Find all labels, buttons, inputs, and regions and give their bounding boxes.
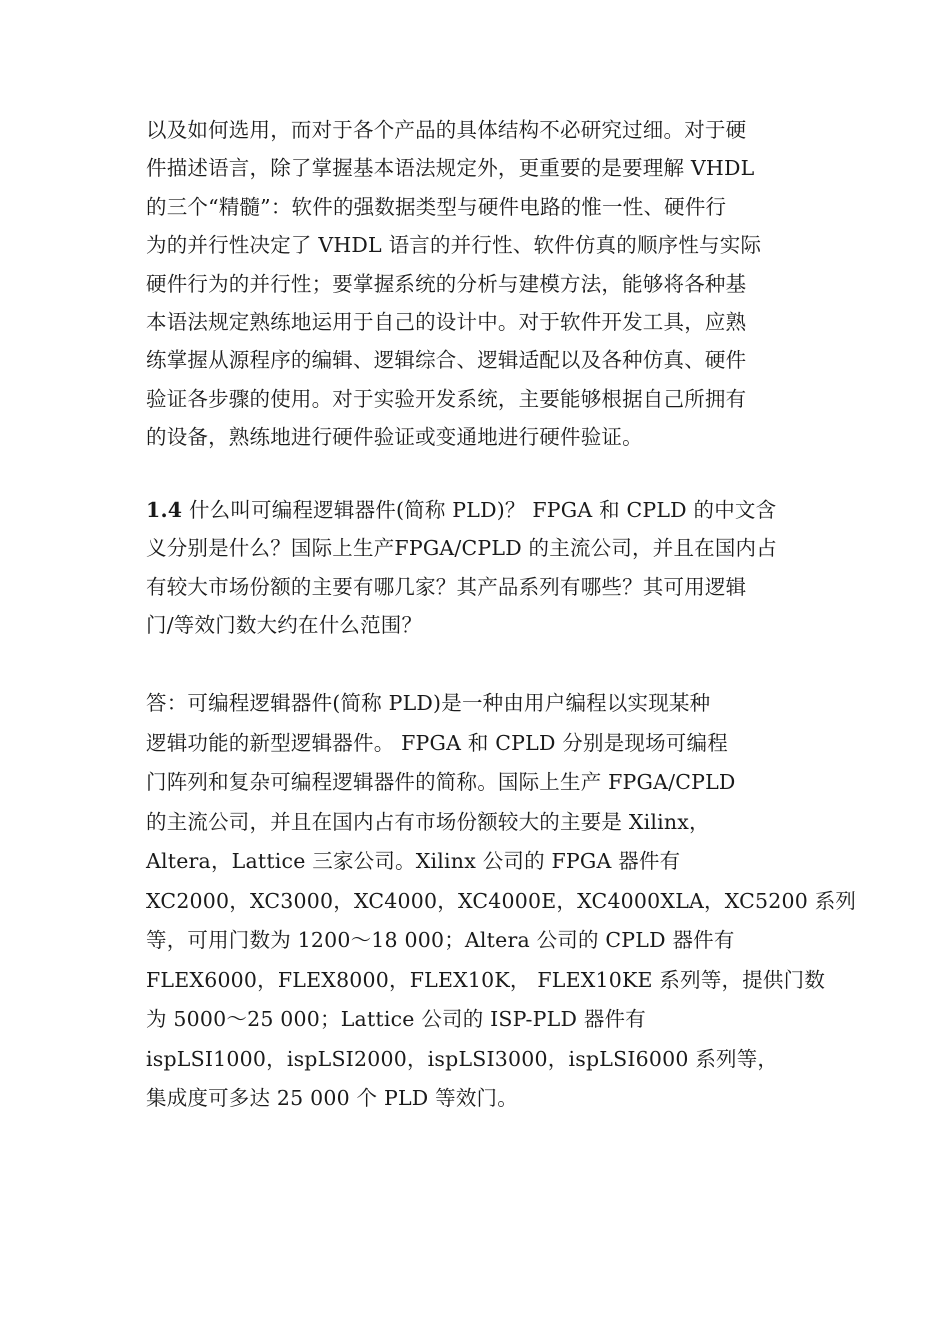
question-first-line (146, 491, 777, 529)
question-line: 义分别是什么？国际上生产FPGA/CPLD 的主流公司，并且在国内占 (146, 536, 777, 561)
answer-line: 逻辑功能的新型逻辑器件。 FPGA 和 CPLD 分别是现场可编程 (146, 730, 728, 755)
answer-line: Altera，Lattice 三家公司。Xilinx 公司的 FPGA 器件有 (146, 849, 681, 873)
question-number: 1.4 (146, 498, 183, 522)
question-text: 什么叫可编程逻辑器件(简称 PLD)？ FPGA 和 CPLD 的中文含 (182, 498, 777, 522)
answer-line: 等，可用门数为 1200～18 000；Altera 公司的 CPLD 器件有 (146, 928, 735, 952)
paragraph-line: 练掌握从源程序的编辑、逻辑综合、逻辑适配以及各种仿真、硬件 (146, 348, 747, 373)
paragraph-line: 验证各步骤的使用。对于实验开发系统，主要能够根据自己所拥有 (146, 386, 747, 411)
paragraph-line: 的三个“精髓”：软件的强数据类型与硬件电路的惟一性、硬件行 (146, 194, 727, 219)
paragraph-line: 件描述语言，除了掌握基本语法规定外，更重要的是要理解 VHDL (146, 156, 755, 181)
answer-line: ispLSI1000，ispLSI2000，ispLSI3000，ispLSI6000 系列等， (146, 1046, 779, 1071)
answer-line: 答：可编程逻辑器件(简称 PLD)是一种由用户编程以实现某种 (146, 691, 711, 715)
answer-line: 的主流公司，并且在国内占有市场份额较大的主要是 Xilinx， (146, 809, 710, 834)
answer-line: XC2000，XC3000，XC4000，XC4000E，XC4000XLA，XC5200 系列 (146, 888, 857, 913)
paragraph-line: 本语法规定熟练地运用于自己的设计中。对于软件开发工具，应熟 (146, 309, 747, 334)
paragraph-line: 为的并行性决定了 VHDL 语言的并行性、软件仿真的顺序性与实际 (146, 233, 762, 258)
answer-line: FLEX6000，FLEX8000，FLEX10K， FLEX10KE 系列等，提供门数 (146, 967, 826, 992)
answer-line: 集成度可多达 25 000 个 PLD 等效门。 (146, 1086, 518, 1110)
answer-line: 为 5000～25 000；Lattice 公司的 ISP-PLD 器件有 (146, 1007, 646, 1031)
intro-paragraph (146, 111, 761, 457)
answer-line: 门阵列和复杂可编程逻辑器件的简称。国际上生产 FPGA/CPLD (146, 770, 736, 794)
paragraph-line: 以及如何选用，而对于各个产品的具体结构不必研究过细。对于硬 (146, 118, 747, 142)
paragraph-line: 硬件行为的并行性；要掌握系统的分析与建模方法，能够将各种基 (146, 271, 747, 296)
question-line: 门/等效门数大约在什么范围？ (146, 613, 423, 638)
answer-paragraph (146, 684, 856, 1119)
question-line: 有较大市场份额的主要有哪几家？其产品系列有哪些？其可用逻辑 (146, 574, 747, 599)
paragraph-line: 的设备，熟练地进行硬件验证或变通地进行硬件验证。 (146, 425, 643, 450)
question-paragraph (146, 491, 777, 645)
